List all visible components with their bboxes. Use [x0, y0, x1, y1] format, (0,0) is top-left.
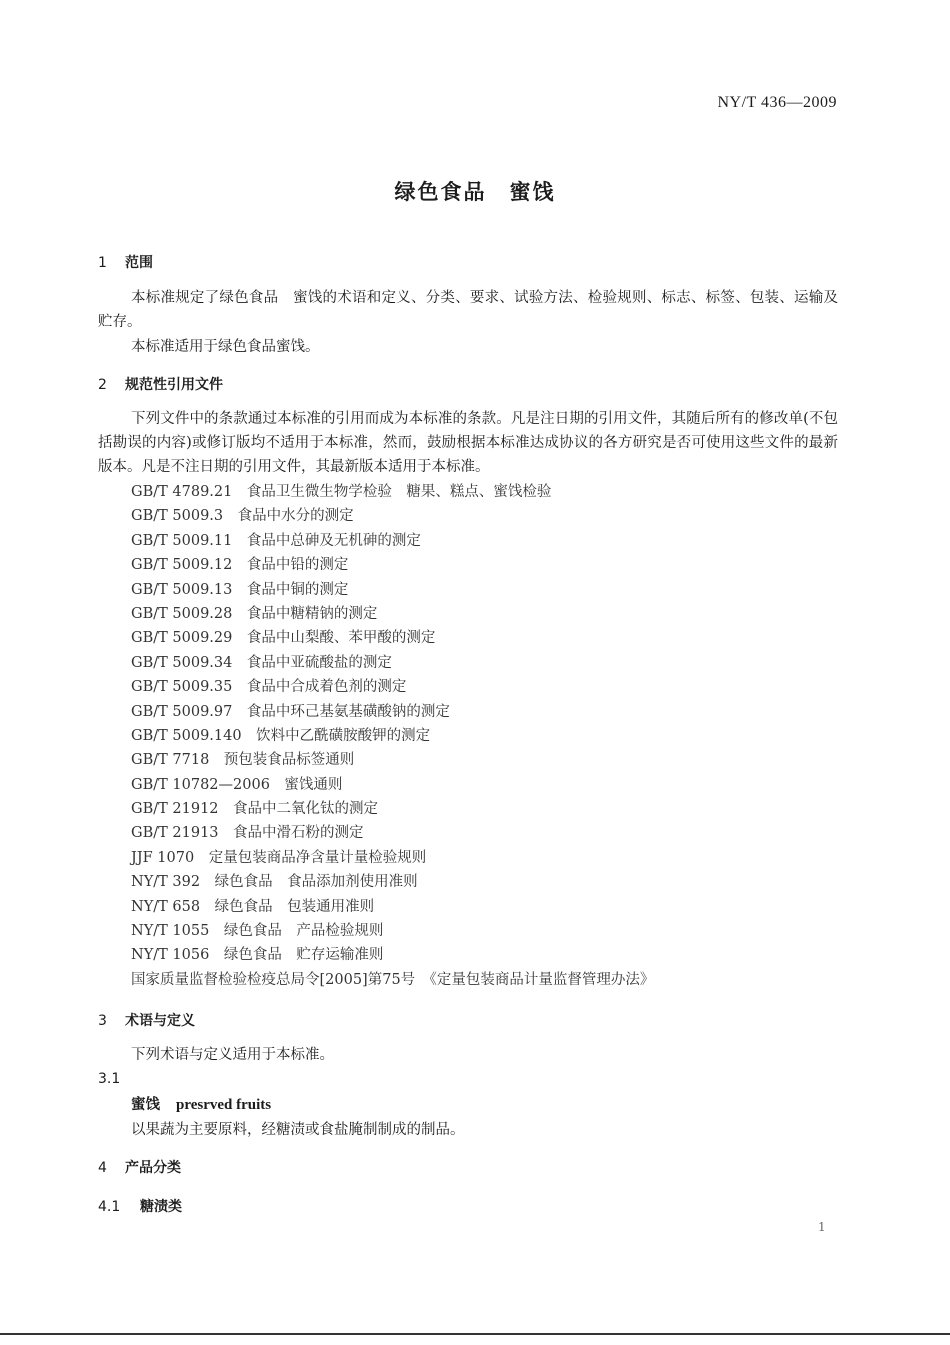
reference-item: GB/T 4789.21 食品卫生微生物学检验 糖果、糕点、蜜饯检验 [131, 484, 552, 500]
section-3-heading [98, 1010, 195, 1030]
reference-item: NY/T 658 绿色食品 包装通用准则 [131, 898, 375, 915]
reference-item: NY/T 392 绿色食品 食品添加剂使用准则 [131, 874, 418, 891]
reference-item: GB/T 21912 食品中二氧化钛的测定 [131, 801, 379, 818]
reference-item: GB/T 10782—2006 蜜饯通则 [131, 776, 343, 793]
section-number: 2 [98, 377, 107, 393]
scope-paragraph-1: 本标准规定了绿色食品 蜜饯的术语和定义、分类、要求、试验方法、检验规则、标志、标签、包装、运输及贮存。 [98, 290, 838, 330]
references-intro: 下列文件中的条款通过本标准的引用而成为本标准的条款。凡是注日期的引用文件，其随后所有的修改单(不包括勘误的内容)或修订版均不适用于本标准，然而，鼓励根据本标准达成协议的各方研究是否可使用这些文件的最新版本。凡是不注日期的引用文件，其最新版本适用于本标准。 [98, 411, 838, 475]
reference-item: GB/T 5009.3 食品中水分的测定 [131, 508, 354, 525]
reference-item: GB/T 5009.34 食品中亚硫酸盐的测定 [131, 654, 392, 671]
subsection-4-1-heading [98, 1196, 182, 1216]
term-english: presrved fruits [176, 1097, 272, 1113]
reference-item: NY/T 1055 绿色食品 产品检验规则 [131, 923, 384, 940]
reference-item: GB/T 21913 食品中滑石粉的测定 [131, 825, 364, 842]
term-definition: 以果蔬为主要原料，经糖渍或食盐腌制制成的制品。 [131, 1122, 465, 1138]
reference-item: GB/T 5009.35 食品中合成着色剂的测定 [131, 679, 407, 696]
section-4-heading [98, 1157, 181, 1177]
reference-item: JJF 1070 定量包装商品净含量计量检验规则 [131, 849, 427, 866]
reference-list [131, 480, 654, 992]
section-number: 4 [98, 1160, 107, 1176]
reference-item: GB/T 7718 预包装食品标签通则 [131, 752, 355, 769]
term-chinese: 蜜饯 [131, 1097, 160, 1113]
section-title: 范围 [125, 255, 153, 271]
section-title: 规范性引用文件 [125, 377, 223, 393]
reference-item: GB/T 5009.29 食品中山梨酸、苯甲酸的测定 [131, 630, 436, 647]
section-title: 术语与定义 [125, 1013, 195, 1029]
section-number: 3 [98, 1013, 107, 1029]
section-title: 产品分类 [125, 1160, 181, 1176]
reference-item: NY/T 1056 绿色食品 贮存运输准则 [131, 947, 384, 964]
bottom-rule [0, 1333, 950, 1335]
term-entry [131, 1093, 271, 1114]
terms-intro: 下列术语与定义适用于本标准。 [131, 1047, 334, 1063]
reference-item: GB/T 5009.28 食品中糖精钠的测定 [131, 605, 378, 622]
standard-code: NY/T 436—2009 [717, 94, 837, 111]
reference-item: GB/T 5009.140 饮料中乙酰磺胺酸钾的测定 [131, 727, 431, 744]
reference-item: GB/T 5009.12 食品中铅的测定 [131, 557, 349, 574]
section-1-heading [98, 252, 153, 272]
reference-item: 国家质量监督检验检疫总局令[2005]第75号 《定量包装商品计量监督管理办法》 [131, 971, 655, 988]
scope-paragraph-2: 本标准适用于绿色食品蜜饯。 [131, 339, 320, 355]
section-2-heading [98, 374, 223, 394]
page-number: 1 [818, 1220, 826, 1234]
reference-item: GB/T 5009.13 食品中铜的测定 [131, 581, 349, 598]
reference-item: GB/T 5009.97 食品中环己基氨基磺酸钠的测定 [131, 703, 450, 720]
reference-item: GB/T 5009.11 食品中总砷及无机砷的测定 [131, 532, 421, 549]
subsection-number: 3.1 [98, 1071, 121, 1087]
document-title: 绿色食品 蜜饯 [394, 180, 556, 204]
subsection-number: 4.1 [98, 1199, 121, 1215]
section-number: 1 [98, 255, 107, 271]
subsection-title: 糖渍类 [140, 1199, 182, 1215]
